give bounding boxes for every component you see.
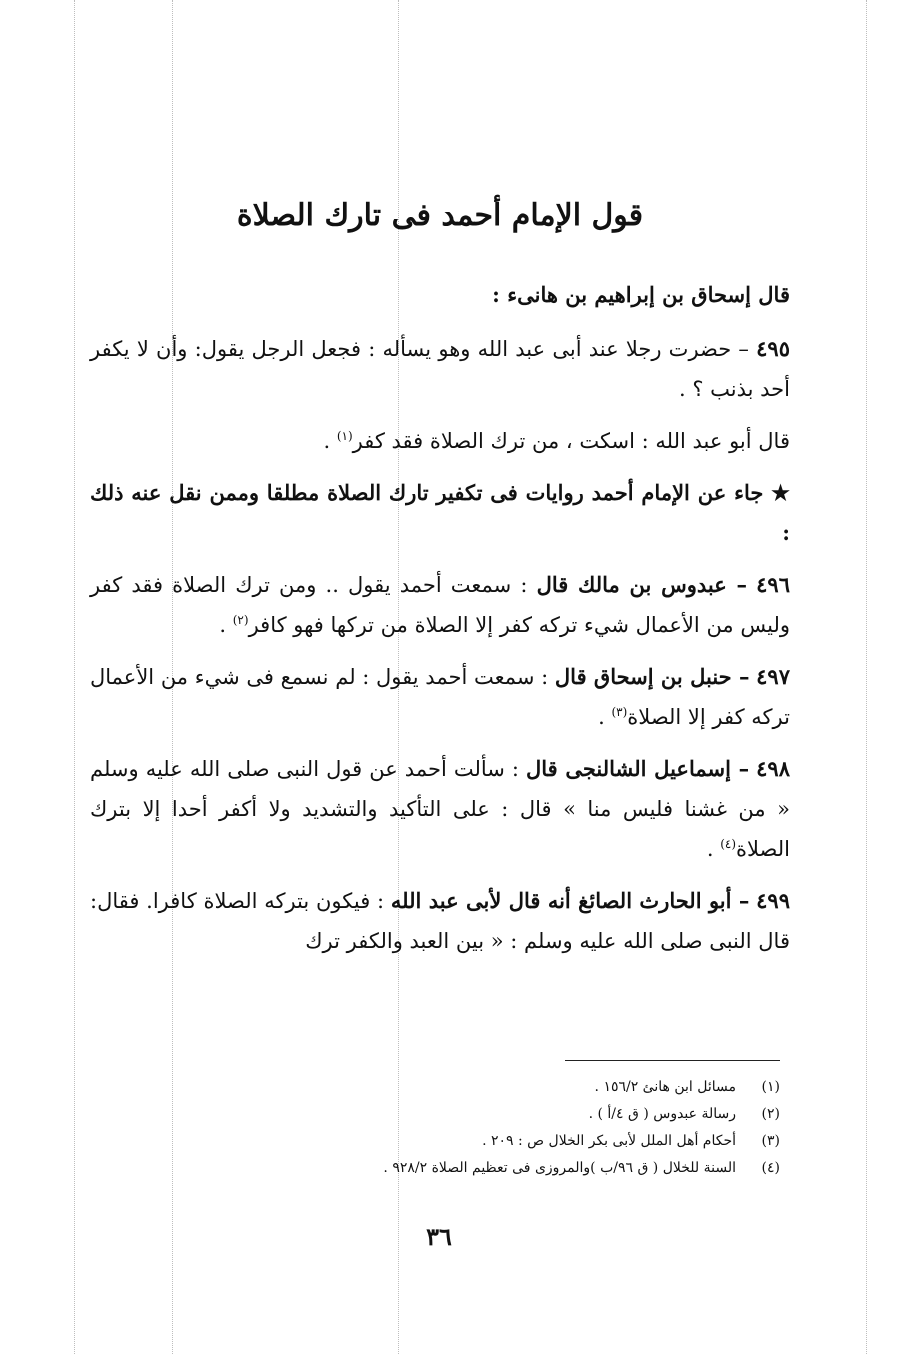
paragraph-quote [90,421,790,461]
footnote-text: أحكام أهل الملل لأبى بكر الخلال ص : ٢٠٩ . [482,1133,736,1149]
footnote-item [220,1128,780,1155]
footnote-text: رسالة عبدوس ( ق ٤/أ ) . [588,1106,736,1122]
scan-guide-line [74,0,75,1354]
paragraph-lead: – إسماعيل الشالنجى قال [525,756,750,781]
paragraph-text: : فيكون بتركه الصلاة كافرا. فقال: قال النبى صلى الله عليه وسلم : « بين العبد والكفر ترك [90,889,790,953]
paragraph-tail: . [598,705,612,729]
footnote-reference: (٢) [232,613,249,627]
paragraph-lead: – حنبل بن إسحاق قال [554,664,750,689]
paragraph-498 [90,749,790,869]
paragraph-number: ٤٩٩ [756,888,790,913]
footnote-reference: (٤) [720,837,737,851]
scan-guide-line [866,0,867,1354]
footnote-reference: (٣) [611,705,628,719]
page-number: ٣٦ [426,1222,452,1251]
paragraph-number: ٤٩٥ [756,336,790,361]
paragraph-text: قال أبو عبد الله : اسكت ، من ترك الصلاة فقد كفر [352,429,790,453]
document-page [90,180,790,973]
paragraph-note [90,473,790,553]
footnote-item [220,1074,780,1101]
footnote-text: مسائل ابن هانئ ١٥٦/٢ . [594,1079,736,1095]
section-heading: قال إسحاق بن إبراهيم بن هانىء : [492,282,790,307]
paragraph-text: : سمعت أحمد يقول .. ومن ترك الصلاة فقد كفر وليس من الأعمال شيء تركه كفر إلا الصلاة من تركها فهو كافر [90,573,790,637]
paragraph-lead: – أبو الحارث الصائغ أنه قال لأبى عبد الله [390,888,750,913]
paragraph-number: ٤٩٦ [756,572,790,597]
paragraph-497 [90,657,790,737]
paragraph-lead: – عبدوس بن مالك قال [536,572,748,597]
paragraph-text: : سمعت أحمد يقول : لم نسمع فى شيء من الأعمال تركه كفر إلا الصلاة [90,665,790,729]
paragraph-496 [90,565,790,645]
footnotes [220,1074,780,1182]
paragraph-tail: . [323,429,337,453]
paragraph-tail: . [219,613,233,637]
paragraph-495 [90,329,790,409]
paragraph-499 [90,881,790,961]
paragraph-number: ٤٩٧ [756,664,790,689]
paragraph-text: : سألت أحمد عن قول النبى صلى الله عليه وسلم « من غشنا فليس منا » قال : على التأكيد والتشديد ولا أكفر أحدا إلا بترك الصلاة [90,757,790,861]
page-title: قول الإمام أحمد فى تارك الصلاة [236,198,644,233]
paragraph-tail: . [706,837,721,861]
footnote-number: (٣) [761,1133,780,1149]
footnote-number: (٤) [761,1160,780,1176]
footnote-number: (٢) [761,1106,780,1122]
footnote-number: (١) [761,1079,780,1095]
footnote-item [220,1155,780,1182]
footnote-reference: (١) [336,429,353,443]
paragraph-lead: ★ جاء عن الإمام أحمد روايات فى تكفير تارك الصلاة مطلقا وممن نقل عنه ذلك : [90,480,790,545]
paragraph-number: ٤٩٨ [756,756,790,781]
footnote-divider [565,1060,780,1061]
footnote-text: السنة للخلال ( ق ٩٦/ب )والمروزى فى تعظيم الصلاة ٩٢٨/٢ . [383,1160,736,1176]
footnote-item [220,1101,780,1128]
paragraph-text: – حضرت رجلا عند أبى عبد الله وهو يسأله : فجعل الرجل يقول: وأن لا يكفر أحد بذنب ؟ . [90,337,790,401]
